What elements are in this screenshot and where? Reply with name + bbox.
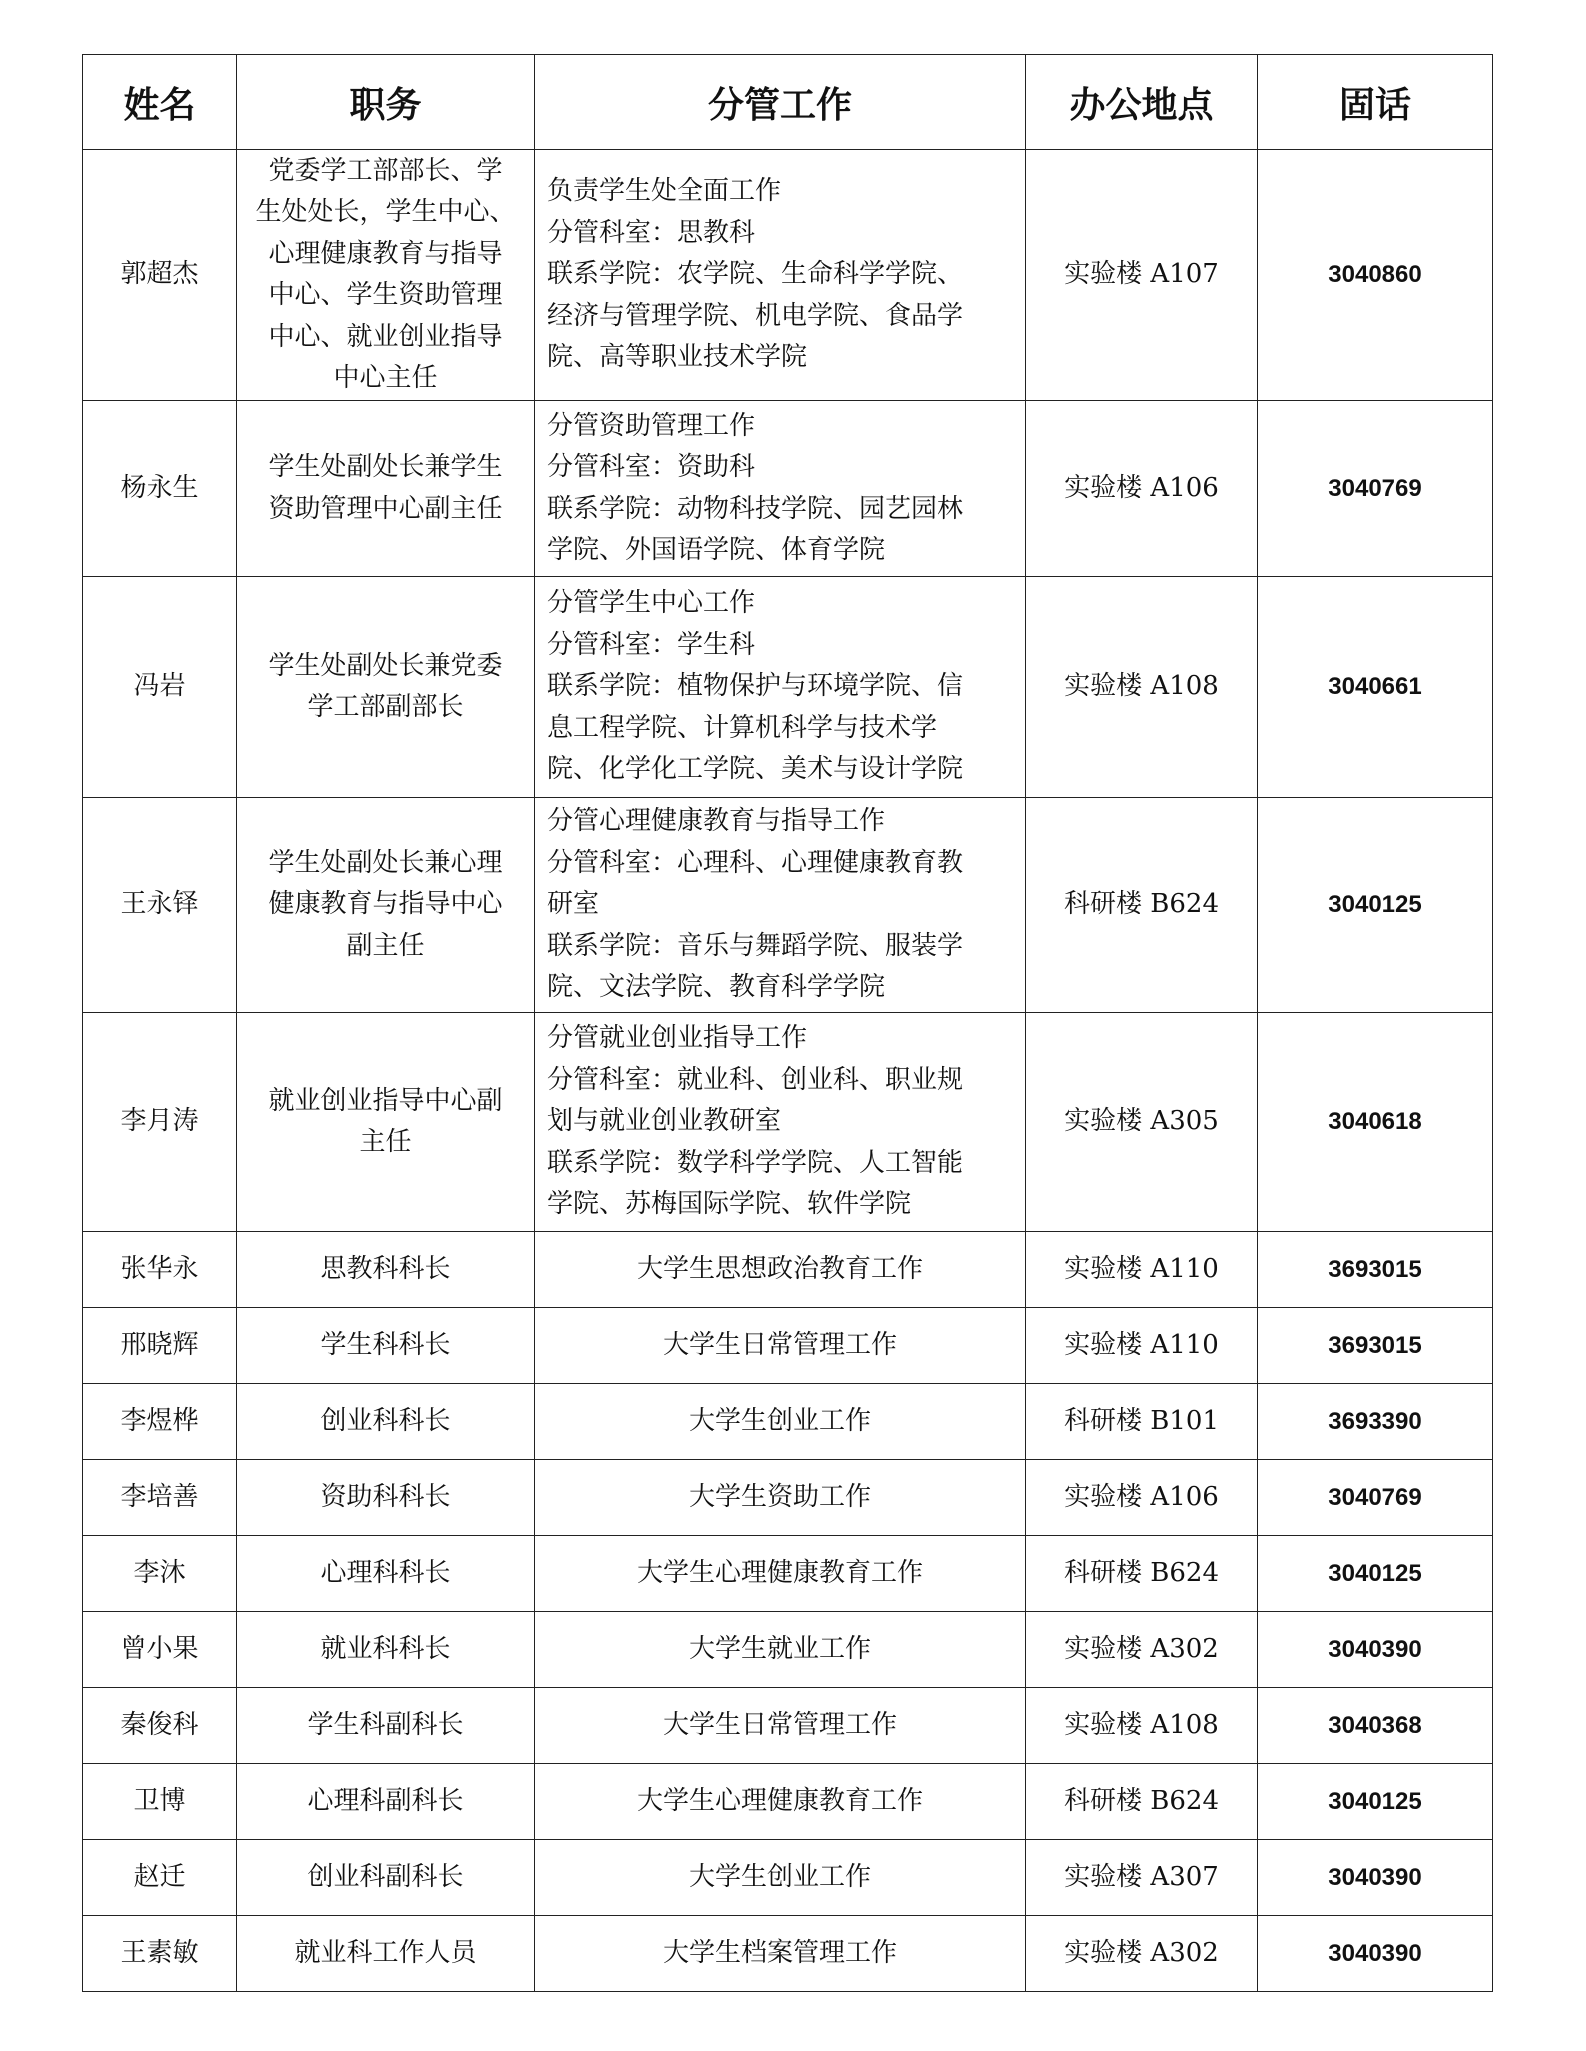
cell-duties bbox=[535, 1840, 1026, 1916]
cell-office: 实验楼 A110 bbox=[1026, 1232, 1258, 1308]
cell-duties bbox=[535, 150, 1026, 401]
cell-office: 实验楼 A302 bbox=[1026, 1916, 1258, 1992]
cell-duties bbox=[535, 1764, 1026, 1840]
table-row bbox=[83, 150, 1493, 401]
duty-line: 大学生档案管理工作 bbox=[662, 1937, 897, 1968]
cell-duties bbox=[535, 1536, 1026, 1612]
position-line: 学生科副科长 bbox=[307, 1709, 464, 1740]
duty-line: 联系学院：数学科学学院、人工智能 bbox=[547, 1147, 964, 1178]
cell-office: 科研楼 B101 bbox=[1026, 1384, 1258, 1460]
header-phone: 固话 bbox=[1258, 55, 1493, 150]
cell-position bbox=[237, 1384, 535, 1460]
cell-phone: 3693015 bbox=[1258, 1232, 1493, 1308]
cell-phone: 3040125 bbox=[1258, 798, 1493, 1013]
cell-position bbox=[237, 1688, 535, 1764]
cell-phone: 3040125 bbox=[1258, 1764, 1493, 1840]
duty-line: 大学生资助工作 bbox=[688, 1481, 871, 1512]
duty-line: 分管科室：学生科 bbox=[547, 629, 756, 660]
duty-line: 联系学院：动物科技学院、园艺园林 bbox=[547, 493, 964, 524]
cell-name: 李煜桦 bbox=[83, 1384, 237, 1460]
duty-line: 大学生思想政治教育工作 bbox=[636, 1253, 923, 1284]
position-line: 心理科副科长 bbox=[307, 1785, 464, 1816]
cell-duties bbox=[535, 1612, 1026, 1688]
cell-office: 实验楼 A106 bbox=[1026, 1460, 1258, 1536]
table-row bbox=[83, 1384, 1493, 1460]
duty-line: 大学生创业工作 bbox=[688, 1861, 871, 1892]
cell-office: 实验楼 A307 bbox=[1026, 1840, 1258, 1916]
cell-name: 郭超杰 bbox=[83, 150, 237, 401]
cell-duties bbox=[535, 401, 1026, 577]
header-name: 姓名 bbox=[83, 55, 237, 150]
cell-position bbox=[237, 1308, 535, 1384]
position-line: 学工部副部长 bbox=[307, 692, 464, 722]
position-line: 副主任 bbox=[346, 930, 425, 961]
duty-line: 大学生就业工作 bbox=[688, 1633, 871, 1664]
duty-line: 分管科室：资助科 bbox=[547, 452, 756, 482]
cell-office: 实验楼 A110 bbox=[1026, 1308, 1258, 1384]
table-row bbox=[83, 1460, 1493, 1536]
header-office: 办公地点 bbox=[1026, 55, 1258, 150]
position-line: 中心主任 bbox=[333, 363, 438, 393]
cell-duties bbox=[535, 1688, 1026, 1764]
duty-line: 联系学院：植物保护与环境学院、信 bbox=[547, 671, 964, 702]
duty-line: 分管科室：心理科、心理健康教育教 bbox=[547, 847, 964, 878]
duty-line: 分管科室：思教科 bbox=[547, 217, 756, 248]
cell-phone: 3693390 bbox=[1258, 1384, 1493, 1460]
cell-name: 张华永 bbox=[83, 1232, 237, 1308]
table-row bbox=[83, 1764, 1493, 1840]
cell-phone: 3693015 bbox=[1258, 1308, 1493, 1384]
position-line: 党委学工部部长、学 bbox=[268, 155, 503, 186]
cell-position bbox=[237, 1536, 535, 1612]
table-row bbox=[83, 1612, 1493, 1688]
duty-line: 负责学生处全面工作 bbox=[547, 176, 782, 207]
cell-name: 王素敏 bbox=[83, 1916, 237, 1992]
cell-name: 赵迁 bbox=[83, 1840, 237, 1916]
duty-line: 院、化学化工学院、美术与设计学院 bbox=[547, 754, 964, 785]
position-line: 就业创业指导中心副 bbox=[268, 1085, 503, 1116]
duty-line: 大学生心理健康教育工作 bbox=[636, 1557, 923, 1588]
cell-office: 科研楼 B624 bbox=[1026, 798, 1258, 1013]
cell-phone: 3040860 bbox=[1258, 150, 1493, 401]
cell-duties bbox=[535, 1460, 1026, 1536]
cell-position bbox=[237, 1840, 535, 1916]
header-row bbox=[83, 55, 1493, 150]
duty-line: 大学生日常管理工作 bbox=[662, 1329, 897, 1360]
duty-line: 学院、苏梅国际学院、软件学院 bbox=[547, 1189, 912, 1220]
cell-name: 卫博 bbox=[83, 1764, 237, 1840]
cell-office: 实验楼 A302 bbox=[1026, 1612, 1258, 1688]
cell-duties bbox=[535, 1384, 1026, 1460]
cell-phone: 3040390 bbox=[1258, 1612, 1493, 1688]
duty-line: 大学生日常管理工作 bbox=[662, 1709, 897, 1740]
position-line: 学生处副处长兼学生 bbox=[268, 452, 503, 482]
cell-name: 杨永生 bbox=[83, 401, 237, 577]
cell-name: 曾小果 bbox=[83, 1612, 237, 1688]
position-line: 中心、学生资助管理 bbox=[268, 280, 503, 310]
cell-name: 冯岩 bbox=[83, 577, 237, 798]
table-row bbox=[83, 1308, 1493, 1384]
cell-phone: 3040390 bbox=[1258, 1840, 1493, 1916]
cell-phone: 3040390 bbox=[1258, 1916, 1493, 1992]
cell-office: 科研楼 B624 bbox=[1026, 1536, 1258, 1612]
cell-name: 李月涛 bbox=[83, 1013, 237, 1232]
table-row bbox=[83, 1232, 1493, 1308]
cell-office: 实验楼 A106 bbox=[1026, 401, 1258, 577]
cell-position bbox=[237, 150, 535, 401]
cell-phone: 3040769 bbox=[1258, 1460, 1493, 1536]
duty-line: 分管学生中心工作 bbox=[547, 588, 756, 619]
table-row bbox=[83, 1840, 1493, 1916]
table-row bbox=[83, 798, 1493, 1013]
cell-name: 邢晓辉 bbox=[83, 1308, 237, 1384]
cell-duties bbox=[535, 1232, 1026, 1308]
position-line: 心理科科长 bbox=[320, 1557, 451, 1588]
table-row bbox=[83, 1688, 1493, 1764]
position-line: 就业科工作人员 bbox=[294, 1937, 477, 1968]
header-position: 职务 bbox=[237, 55, 535, 150]
duty-line: 分管心理健康教育与指导工作 bbox=[547, 806, 886, 837]
cell-name: 王永铎 bbox=[83, 798, 237, 1013]
duty-line: 经济与管理学院、机电学院、食品学 bbox=[547, 300, 964, 331]
cell-name: 李沐 bbox=[83, 1536, 237, 1612]
duty-line: 院、文法学院、教育科学学院 bbox=[547, 972, 886, 1003]
cell-office: 实验楼 A305 bbox=[1026, 1013, 1258, 1232]
header-duties: 分管工作 bbox=[535, 55, 1026, 150]
duty-line: 分管资助管理工作 bbox=[547, 410, 756, 441]
duty-line: 联系学院：农学院、生命科学学院、 bbox=[547, 259, 964, 290]
position-line: 学生处副处长兼心理 bbox=[268, 847, 503, 878]
cell-office: 实验楼 A108 bbox=[1026, 1688, 1258, 1764]
cell-position bbox=[237, 1764, 535, 1840]
cell-duties bbox=[535, 1308, 1026, 1384]
position-line: 健康教育与指导中心 bbox=[268, 889, 503, 920]
cell-name: 秦俊科 bbox=[83, 1688, 237, 1764]
position-line: 心理健康教育与指导 bbox=[268, 238, 503, 269]
cell-duties bbox=[535, 1013, 1026, 1232]
cell-office: 科研楼 B624 bbox=[1026, 1764, 1258, 1840]
position-line: 创业科副科长 bbox=[307, 1861, 464, 1892]
position-line: 学生科科长 bbox=[320, 1329, 451, 1360]
duty-line: 大学生创业工作 bbox=[688, 1405, 871, 1436]
cell-duties bbox=[535, 798, 1026, 1013]
table-row bbox=[83, 1916, 1493, 1992]
position-line: 资助管理中心副主任 bbox=[268, 493, 503, 524]
duty-line: 联系学院：音乐与舞蹈学院、服装学 bbox=[547, 930, 964, 961]
cell-position bbox=[237, 577, 535, 798]
cell-phone: 3040368 bbox=[1258, 1688, 1493, 1764]
cell-position bbox=[237, 798, 535, 1013]
position-line: 资助科科长 bbox=[320, 1481, 451, 1512]
position-line: 主任 bbox=[359, 1127, 412, 1157]
position-line: 思教科科长 bbox=[320, 1253, 451, 1284]
position-line: 中心、就业创业指导 bbox=[268, 321, 503, 352]
table-row bbox=[83, 577, 1493, 798]
duty-line: 学院、外国语学院、体育学院 bbox=[547, 535, 886, 565]
position-line: 生处处长，学生中心、 bbox=[255, 197, 516, 227]
duty-line: 分管就业创业指导工作 bbox=[547, 1023, 808, 1054]
duty-line: 大学生心理健康教育工作 bbox=[636, 1785, 923, 1816]
cell-position bbox=[237, 1232, 535, 1308]
cell-position bbox=[237, 401, 535, 577]
table-row bbox=[83, 1013, 1493, 1232]
duty-line: 划与就业创业教研室 bbox=[547, 1106, 782, 1137]
table-body bbox=[83, 150, 1493, 1992]
cell-office: 实验楼 A108 bbox=[1026, 577, 1258, 798]
cell-position bbox=[237, 1013, 535, 1232]
table-row bbox=[83, 1536, 1493, 1612]
cell-position bbox=[237, 1612, 535, 1688]
duty-line: 院、高等职业技术学院 bbox=[547, 342, 808, 373]
cell-duties bbox=[535, 577, 1026, 798]
cell-name: 李培善 bbox=[83, 1460, 237, 1536]
cell-phone: 3040661 bbox=[1258, 577, 1493, 798]
duty-line: 分管科室：就业科、创业科、职业规 bbox=[547, 1064, 964, 1095]
staff-directory-table bbox=[82, 54, 1493, 1992]
position-line: 创业科科长 bbox=[320, 1405, 451, 1436]
cell-duties bbox=[535, 1916, 1026, 1992]
position-line: 就业科科长 bbox=[320, 1633, 451, 1664]
position-line: 学生处副处长兼党委 bbox=[268, 650, 503, 681]
table-row bbox=[83, 401, 1493, 577]
cell-position bbox=[237, 1916, 535, 1992]
duty-line: 息工程学院、计算机科学与技术学 bbox=[547, 712, 938, 743]
cell-phone: 3040618 bbox=[1258, 1013, 1493, 1232]
cell-office: 实验楼 A107 bbox=[1026, 150, 1258, 401]
cell-phone: 3040769 bbox=[1258, 401, 1493, 577]
cell-position bbox=[237, 1460, 535, 1536]
duty-line: 研室 bbox=[547, 889, 600, 920]
cell-phone: 3040125 bbox=[1258, 1536, 1493, 1612]
